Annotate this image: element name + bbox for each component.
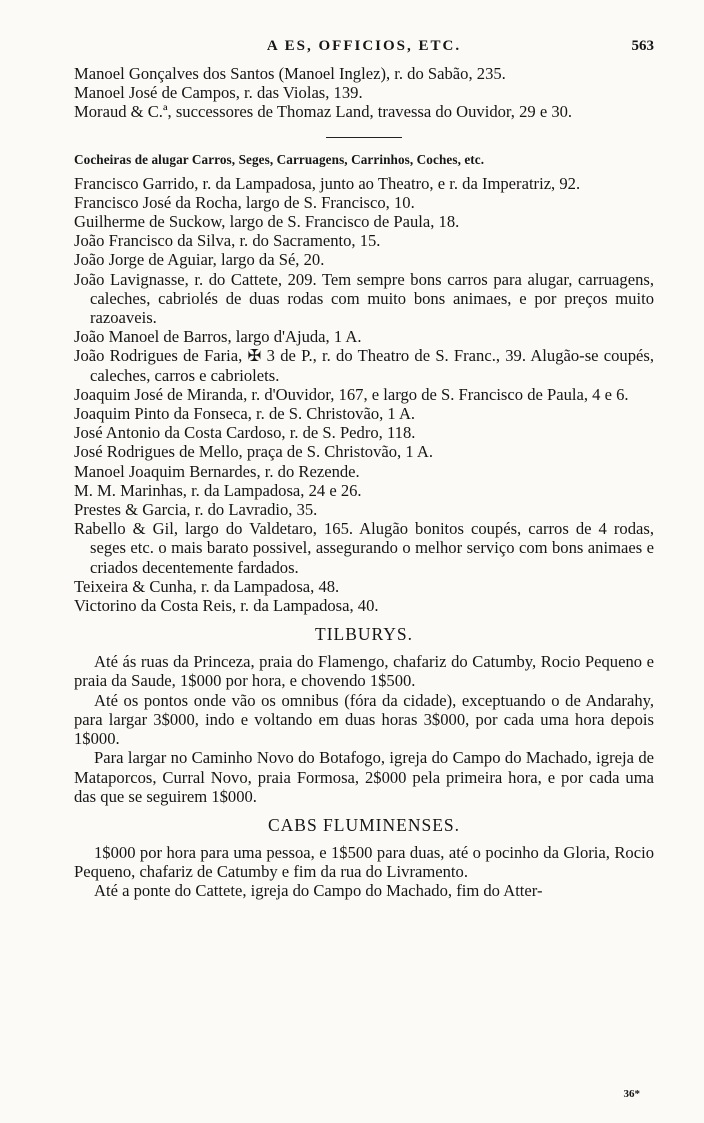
section-heading-cabs: CABS FLUMINENSES. bbox=[267, 814, 461, 835]
document-page bbox=[74, 38, 654, 901]
list-item: Joaquim Pinto da Fonseca, r. de S. Christovão, 1 A. bbox=[74, 404, 416, 424]
list-item: João Jorge de Aguiar, largo da Sé, 20. bbox=[74, 250, 325, 270]
list-item: José Antonio da Costa Cardoso, r. de S. Pedro, 118. bbox=[74, 423, 416, 443]
section-divider bbox=[326, 137, 402, 138]
list-item: Victorino da Costa Reis, r. da Lampadosa, 40. bbox=[74, 596, 379, 616]
list-item: Teixeira & Cunha, r. da Lampadosa, 48. bbox=[74, 576, 340, 596]
paragraph: Até os pontos onde vão os omnibus (fóra da cidade), exceptuando o de Andarahy, para largar 3$000, indo e voltando em duas horas 3$000, por cada uma hora depois 1$000. bbox=[74, 690, 654, 749]
paragraph: Até a ponte do Cattete, igreja do Campo do Machado, fim do Atter- bbox=[94, 881, 543, 901]
paragraph: Para largar no Caminho Novo do Botafogo, igreja do Campo do Machado, igreja de Mataporcos, Curral Novo, praia Formosa, 2$000 pela primeira hora, e por cada uma das que se seguirem 1$000. bbox=[74, 748, 654, 806]
section-heading-cocheiras: Cocheiras de alugar Carros, Seges, Carruagens, Carrinhos, Coches, etc. bbox=[74, 151, 485, 167]
list-item: M. M. Marinhas, r. da Lampadosa, 24 e 26. bbox=[74, 480, 362, 500]
list-item: João Manoel de Barros, largo d'Ajuda, 1 A. bbox=[74, 327, 362, 347]
top-entries bbox=[74, 64, 654, 122]
section-heading-tilburys: TILBURYS. bbox=[315, 624, 413, 645]
list-item: Rabello & Gil, largo do Valdetaro, 165. Alugão bonitos coupés, carros de 4 rodas, seges etc. o mais barato possivel, assegurando o melhor serviço com bons animaes e criados decentemente fardados. bbox=[74, 519, 654, 577]
list-item: João Lavignasse, r. do Cattete, 209. Tem sempre bons carros para alugar, carruagens, caleches, cabriolés de duas rodas com muito bons animaes, e por preços muito razoaveis. bbox=[74, 269, 654, 328]
list-item: Prestes & Garcia, r. do Lavradio, 35. bbox=[74, 500, 318, 520]
list-item: Moraud & C.ª, successores de Thomaz Land, travessa do Ouvidor, 29 e 30. bbox=[74, 102, 573, 122]
page-number: 563 bbox=[631, 38, 654, 54]
list-item: Guilherme de Suckow, largo de S. Francisco de Paula, 18. bbox=[74, 212, 460, 232]
cocheiras-list bbox=[74, 174, 654, 616]
list-item: Manoel Gonçalves dos Santos (Manoel Inglez), r. do Sabão, 235. bbox=[74, 64, 506, 83]
tilburys-section bbox=[74, 652, 654, 806]
list-item: Joaquim José de Miranda, r. d'Ouvidor, 167, e largo de S. Francisco de Paula, 4 e 6. bbox=[74, 384, 629, 404]
list-item: João Rodrigues de Faria, ✠ 3 de P., r. do Theatro de S. Franc., 39. Alugão-se coupés, caleches, carros e cabriolets. bbox=[74, 346, 654, 385]
list-item: José Rodrigues de Mello, praça de S. Christovão, 1 A. bbox=[74, 442, 434, 462]
signature-mark: 36* bbox=[623, 1088, 640, 1100]
cabs-section bbox=[74, 843, 654, 901]
paragraph: 1$000 por hora para uma pessoa, e 1$500 para duas, até o pocinho da Gloria, Rocio Pequeno, chafariz de Catumby e fim da rua do Livramento. bbox=[74, 842, 654, 882]
running-head bbox=[74, 38, 654, 64]
list-item: Manoel Joaquim Bernardes, r. do Rezende. bbox=[74, 461, 360, 481]
list-item: Manoel José de Campos, r. das Violas, 139. bbox=[74, 83, 363, 103]
running-head-title: A ES, OFFICIOS, ETC. bbox=[266, 38, 462, 54]
list-item: João Francisco da Silva, r. do Sacramento, 15. bbox=[74, 231, 381, 251]
paragraph: Até ás ruas da Princeza, praia do Flamengo, chafariz do Catumby, Rocio Pequeno e praia da Saude, 1$000 por hora, e chovendo 1$500. bbox=[74, 652, 654, 691]
list-item: Francisco José da Rocha, largo de S. Francisco, 10. bbox=[74, 192, 415, 212]
list-item: Francisco Garrido, r. da Lampadosa, junto ao Theatro, e r. da Imperatriz, 92. bbox=[74, 173, 581, 193]
